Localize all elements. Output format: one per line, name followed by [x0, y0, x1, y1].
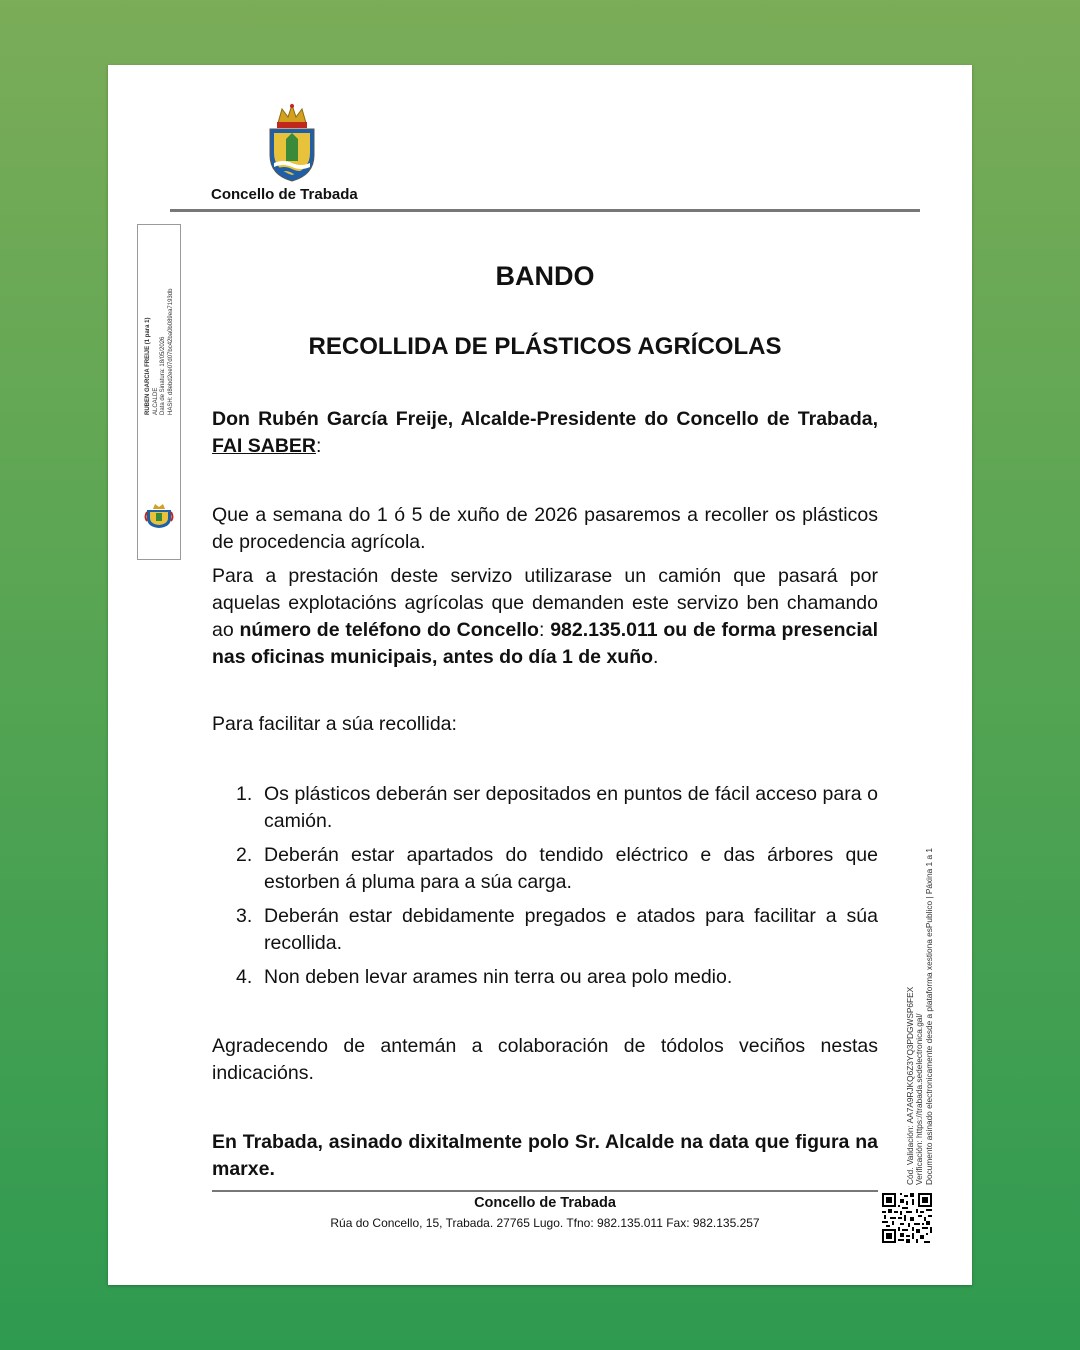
service-end: . [653, 646, 659, 668]
signature-text [145, 205, 175, 415]
list-item [212, 903, 878, 957]
document-subtitle: RECOLLIDA DE PLÁSTICOS AGRÍCOLAS [308, 333, 782, 360]
paragraph-thanks: Agradecendo de antemán a colaboración de tódolos veciños nestas indicacións. [212, 1035, 878, 1084]
verification-url: Verificación: https://trabada.sedelectronica.gal/ [914, 1013, 925, 1185]
closing-statement: En Trabada, asinado dixitalmente polo Sr. Alcalde na data que figura na marxe. [212, 1131, 878, 1180]
list-item [212, 964, 878, 991]
list-item-text: Deberán estar apartados do tendido eléctrico e das árbores que estorben á pluma para a súa carga. [264, 844, 878, 893]
list-item-text: Os plásticos deberán ser depositados en puntos de fácil acceso para o camión. [264, 783, 878, 832]
validation-code: Cód. Validación: AA7A9RJKQ6Z3YQ3PDGWSP6FEX [905, 986, 915, 1185]
intro-paragraph [212, 406, 878, 460]
footer-organization: Concello de Trabada [474, 1195, 616, 1211]
header-divider [170, 209, 920, 212]
list-item-number: 1. [236, 783, 253, 805]
paragraph-service [212, 563, 878, 671]
signature-date: Data de Sinatura: 18/05/2026 [160, 336, 166, 415]
intro-emphasis: FAI SABER [212, 435, 317, 457]
list-item-number: 4. [236, 966, 253, 988]
list-item-number: 2. [236, 844, 253, 866]
signature-hash: HASH: d8ebd2ee07d07bc42ba0b089ea7193db [167, 288, 174, 415]
verification-text [906, 825, 946, 1185]
signer-role: ALCALDE [152, 387, 159, 415]
signature-stamp [137, 224, 181, 560]
document-title: BANDO [495, 261, 595, 291]
footer-address: Rúa do Concello, 15, Trabada. 27765 Lugo. Tfno: 982.135.011 Fax: 982.135.257 [330, 1216, 760, 1230]
coat-of-arms-icon [264, 103, 320, 183]
intro-colon: : [316, 435, 322, 457]
list-item-text: Deberán estar debidamente pregados e atados para facilitar a súa recollida. [264, 905, 878, 954]
paragraph-facilitate: Para facilitar a súa recollida: [212, 713, 457, 735]
list-item-number: 3. [236, 905, 253, 927]
service-phone-details: 982.135.011 ou de forma presencial nas oficinas municipais, antes do día 1 de xuño [212, 619, 879, 668]
platform-note: Documento asinado electronicamente desde a plataforma xestiona esPublico | Páxina 1 a 1 [923, 847, 934, 1185]
paragraph-dates: Que a semana do 1 ó 5 de xuño de 2026 pasaremos a recoller os plásticos de procedencia agrícola. [212, 504, 878, 553]
service-colon: : [538, 619, 551, 641]
service-phone-label: número de teléfono do Concello [239, 619, 539, 641]
qr-code-icon [882, 1193, 932, 1243]
instructions-list [212, 781, 878, 998]
intro-text: Don Rubén García Freije, Alcalde-Presidente do Concello de Trabada, [212, 408, 878, 430]
document-page [108, 65, 972, 1285]
stamp-coat-of-arms-icon [144, 503, 174, 529]
header-organization: Concello de Trabada [211, 186, 358, 203]
signer-name: RUBEN GARCIA FREIJE (1 para 1) [145, 317, 151, 415]
list-item [212, 781, 878, 835]
list-item-text: Non deben levar arames nin terra ou area polo medio. [264, 966, 733, 988]
service-text: Para a prestación deste servizo utilizarase un camión que pasará por aquelas explotacións agrícolas que demanden este servizo ben chamando ao [212, 565, 878, 641]
list-item [212, 842, 878, 896]
footer-divider [212, 1190, 878, 1192]
